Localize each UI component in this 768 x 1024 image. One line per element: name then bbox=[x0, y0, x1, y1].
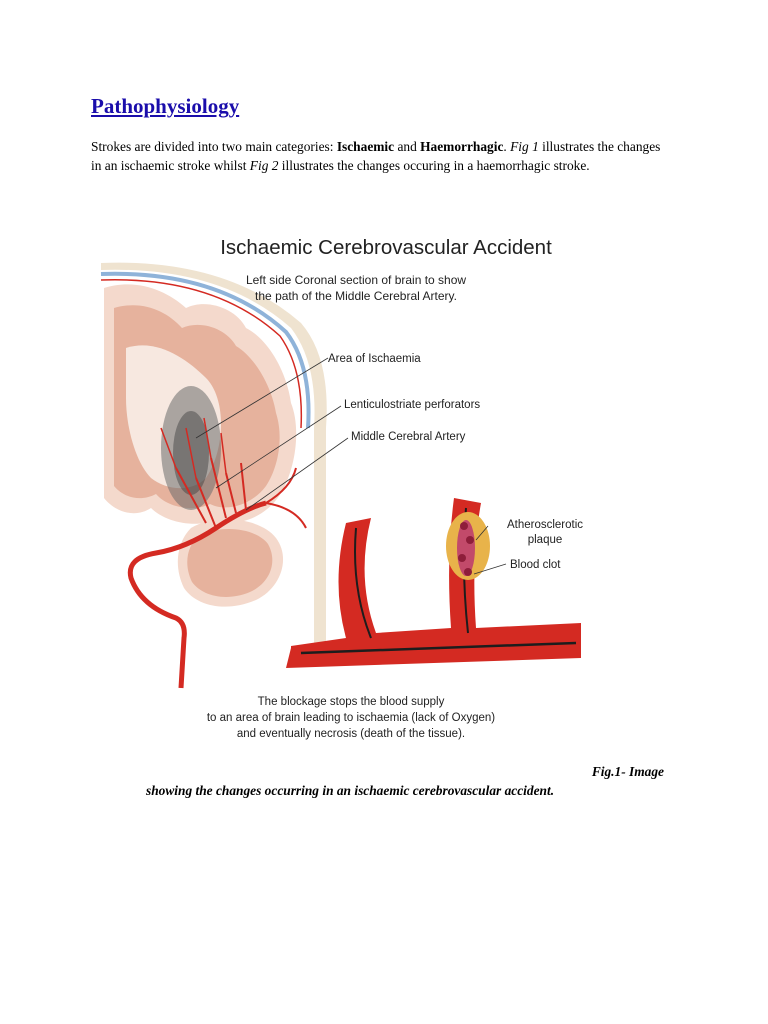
figure-bottom-text bbox=[186, 694, 516, 742]
page-heading-link[interactable]: Pathophysiology bbox=[91, 94, 240, 118]
label-lenticulostriate: Lenticulostriate perforators bbox=[344, 399, 481, 411]
intro-text: . bbox=[503, 139, 511, 154]
bottom-line: to an area of brain leading to ischaemia (lack of Oxygen) bbox=[206, 712, 496, 724]
subtitle-line: the path of the Middle Cerebral Artery. bbox=[255, 289, 457, 303]
term-ischaemic: Ischaemic bbox=[336, 139, 395, 154]
bottom-line: and eventually necrosis (death of the tissue). bbox=[236, 728, 466, 740]
intro-paragraph bbox=[91, 138, 671, 175]
stroke-figure bbox=[96, 228, 636, 748]
intro-text: illustrates the changes occuring in a haemorrhagic stroke. bbox=[278, 157, 590, 173]
figure-caption-line2: showing the changes occurring in an ischaemic cerebrovascular accident. bbox=[146, 783, 555, 798]
term-haemorrhagic: Haemorrhagic bbox=[420, 139, 504, 154]
label-atherosclerotic-plaque bbox=[490, 518, 600, 548]
brain-artery-illustration bbox=[96, 228, 636, 748]
label-middle-cerebral-artery: Middle Cerebral Artery bbox=[351, 431, 466, 443]
figure-subtitle bbox=[236, 272, 476, 304]
bottom-line: The blockage stops the blood supply bbox=[257, 696, 445, 708]
intro-text: and bbox=[394, 139, 421, 154]
figure-caption-line1: Fig.1- Image bbox=[591, 764, 664, 779]
figure-title: Ischaemic Cerebrovascular Accident bbox=[220, 236, 552, 259]
plaque-line: Atherosclerotic bbox=[506, 519, 584, 531]
fig1-ref: Fig 1 bbox=[510, 139, 539, 154]
label-blood-clot: Blood clot bbox=[510, 559, 561, 571]
plaque-line: plaque bbox=[527, 534, 563, 546]
subtitle-line: Left side Coronal section of brain to show bbox=[245, 273, 467, 287]
intro-text: Strokes are divided into two main categories: bbox=[91, 139, 337, 154]
intro-text: illustrates the changes in an ischaemic stroke whilst bbox=[91, 139, 661, 173]
label-area-of-ischaemia: Area of Ischaemia bbox=[328, 353, 421, 365]
fig2-ref: Fig 2 bbox=[249, 157, 279, 173]
